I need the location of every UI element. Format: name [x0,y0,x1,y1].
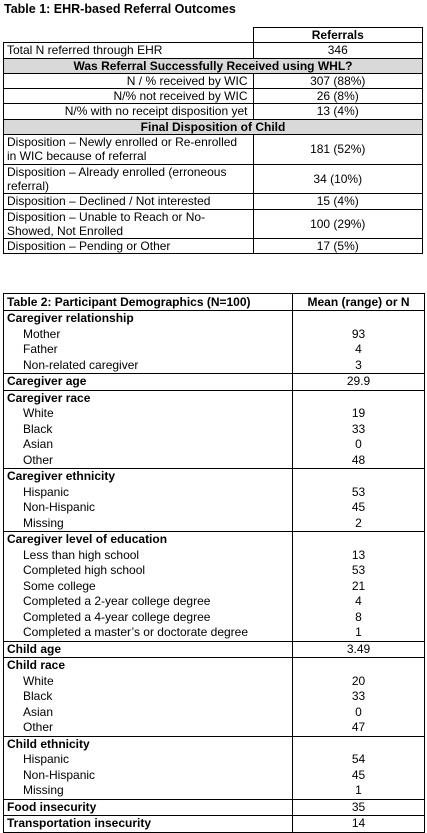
group-value: 14 [351,816,366,830]
demographic-group [4,736,425,799]
group-label-cell [4,658,293,737]
demographic-group [4,532,425,642]
group-value-cell [293,390,425,469]
received-value: 307 (88%) [253,73,423,88]
item-value: 45 [351,767,366,782]
participant-demographics-table [3,293,425,833]
item-label: Mother [23,326,61,341]
group-value-cell [293,374,425,391]
item-value: 8 [355,609,362,624]
table-row [4,209,423,239]
item-label: Hispanic [23,484,70,499]
item-label: Other [23,452,54,467]
demographic-group [4,374,425,391]
table-row [4,135,423,165]
group-label-cell [4,311,293,374]
item-value: 48 [351,452,366,467]
disposition-label: Disposition – Unable to Reach or No-Showed, Not Enrolled [4,209,254,239]
not-received-label: N/% not received by WIC [4,89,254,104]
no-disposition-label: N/% with no receipt disposition yet [4,104,254,119]
disposition-value: 34 (10%) [253,164,423,194]
item-label: Completed a master’s or doctorate degree [23,625,249,639]
disposition-label: Disposition – Newly enrolled or Re-enrolled in WIC because of referral [4,135,254,165]
item-value: 93 [351,326,366,341]
disposition-value: 15 (4%) [253,194,423,209]
table-row [4,104,423,119]
table1-col-header: Referrals [253,28,423,43]
total-value: 346 [253,43,423,58]
item-label: White [23,673,54,688]
group-value: 29.9 [346,374,371,388]
group-value-cell [293,736,425,799]
item-label: Asian [23,437,54,451]
item-label: White [23,406,54,420]
demographic-group [4,469,425,532]
item-value: 33 [351,689,366,703]
table-row [4,164,423,194]
total-label: Total N referred through EHR [4,43,254,58]
group-heading: Transportation insecurity [7,816,152,830]
table-row [4,89,423,104]
item-label: Some college [23,578,96,593]
group-label-cell [4,532,293,642]
group-heading: Caregiver ethnicity [7,469,116,483]
item-label: Other [23,720,54,734]
demographic-group [4,641,425,658]
spacer [296,737,421,753]
group-heading: Food insecurity [7,799,97,814]
group-label-cell [4,469,293,532]
item-value: 54 [351,752,366,766]
item-label: Black [23,689,53,703]
group-label-cell [4,374,293,391]
group-value-cell [293,469,425,532]
item-label: Missing [23,783,64,797]
section2-heading: Final Disposition of Child [4,119,423,134]
referral-outcomes-table [3,27,423,254]
item-label: Black [23,421,53,436]
item-label: Less than high school [23,547,140,562]
item-value: 45 [351,500,366,514]
item-label: Hispanic [23,752,70,766]
item-value: 0 [355,437,362,451]
group-heading: Caregiver age [7,374,87,388]
item-label: Non-Hispanic [23,500,96,514]
table-row [4,239,423,254]
disposition-value: 100 (29%) [253,209,423,239]
item-value: 3 [355,357,362,372]
item-value: 1 [355,625,362,639]
group-value-cell [293,641,425,658]
spacer [296,391,421,407]
table1-header-blank [4,28,254,43]
item-value: 53 [351,563,366,577]
item-value: 33 [351,421,366,436]
item-value: 53 [351,484,366,499]
group-value-cell [293,816,425,833]
item-label: Non-related caregiver [23,357,139,372]
demographic-group [4,311,425,374]
item-label: Father [23,342,58,356]
item-value: 4 [355,342,362,356]
demographic-group [4,799,425,816]
group-value-cell [293,799,425,816]
demographic-group [4,390,425,469]
disposition-value: 181 (52%) [253,135,423,165]
spacer [296,311,421,327]
group-value: 3.49 [346,641,371,656]
disposition-label: Disposition – Declined / Not interested [4,194,254,209]
table2-col-header: Mean (range) or N [293,294,425,311]
spacer [296,469,421,485]
group-heading: Child race [7,658,66,672]
item-value: 4 [355,594,362,608]
item-value: 13 [351,547,366,562]
item-label: Missing [23,515,64,530]
group-value-cell [293,658,425,737]
group-heading: Caregiver level of education [7,532,168,546]
item-value: 2 [355,515,362,530]
group-label-cell [4,816,293,833]
group-label-cell [4,799,293,816]
table2-title: Table 2: Participant Demographics (N=100) [4,294,293,311]
item-label: Completed a 2-year college degree [23,594,211,608]
table1-header-row [4,28,423,43]
spacer [296,658,421,674]
demographic-group [4,658,425,737]
item-label: Asian [23,704,54,719]
group-heading: Child ethnicity [7,736,90,751]
not-received-value: 26 (8%) [253,89,423,104]
table-row [4,194,423,209]
group-label-cell [4,641,293,658]
group-label-cell [4,736,293,799]
item-value: 0 [355,704,362,719]
table-row [4,73,423,88]
item-label: Completed a 4-year college degree [23,609,211,624]
section1-heading: Was Referral Successfully Received using WHL? [4,58,423,73]
group-label-cell [4,390,293,469]
section-row [4,58,423,73]
item-label: Non-Hispanic [23,767,96,782]
table1-title: Table 1: EHR-based Referral Outcomes [4,2,236,16]
table2-header-row [4,294,425,311]
group-heading: Child age [7,641,62,656]
item-value: 47 [351,720,366,734]
item-value: 19 [351,406,366,420]
group-value: 35 [351,799,366,814]
item-value: 21 [351,578,366,593]
table-row [4,43,423,58]
section-row [4,119,423,134]
no-disposition-value: 13 (4%) [253,104,423,119]
disposition-label: Disposition – Pending or Other [4,239,254,254]
item-value: 1 [355,783,362,797]
demographic-group [4,816,425,833]
received-label: N / % received by WIC [4,73,254,88]
group-value-cell [293,311,425,374]
spacer [296,532,421,548]
item-label: Completed high school [23,563,146,577]
disposition-label: Disposition – Already enrolled (erroneous referral) [4,164,254,194]
table2-body [4,311,425,833]
group-value-cell [293,532,425,642]
item-value: 20 [351,673,366,688]
group-heading: Caregiver race [7,390,91,405]
disposition-value: 17 (5%) [253,239,423,254]
group-heading: Caregiver relationship [7,311,134,325]
